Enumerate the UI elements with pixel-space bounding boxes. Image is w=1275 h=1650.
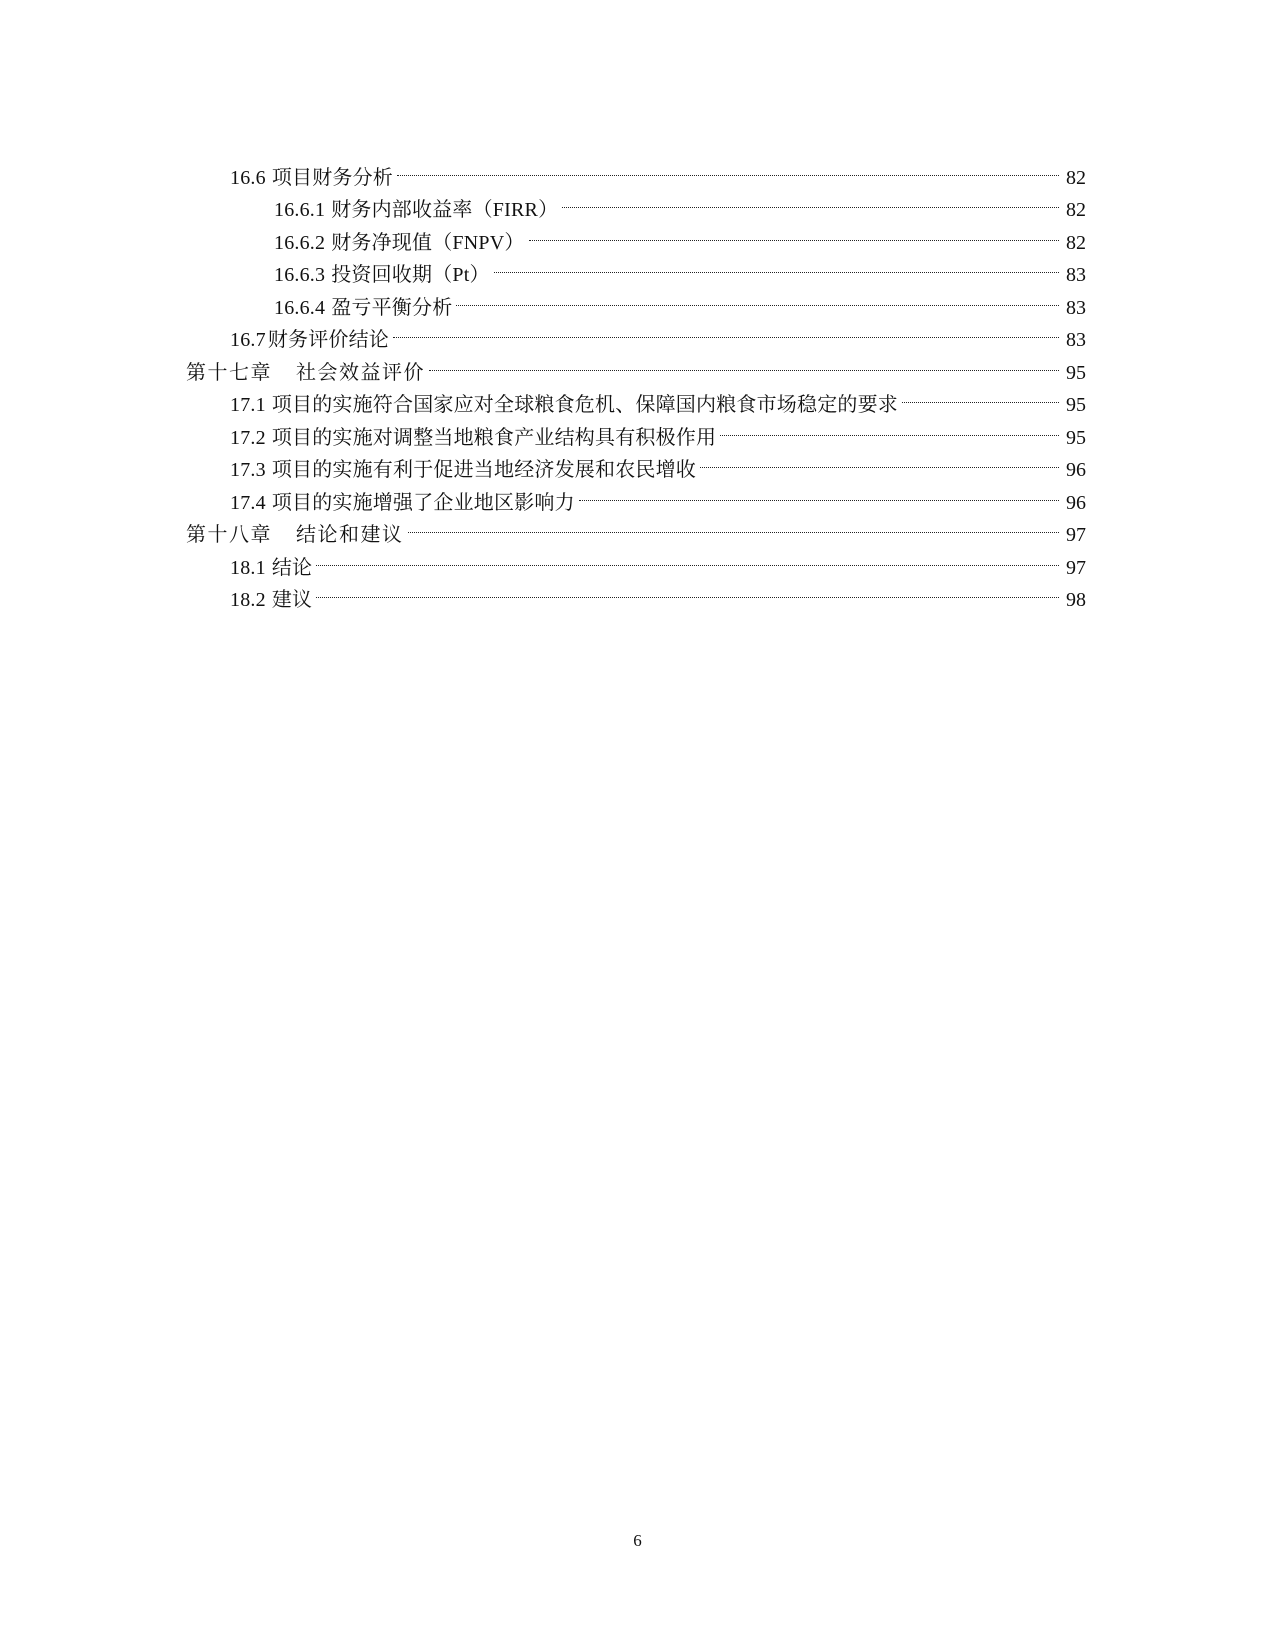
toc-entry-16-6[interactable] — [186, 151, 1086, 189]
toc-entry-page: 97 — [1066, 556, 1086, 579]
toc-entry-number: 16.7 — [230, 329, 266, 351]
toc-entry-title: 盈亏平衡分析 — [331, 296, 453, 319]
toc-entry-number: 18.2 — [230, 589, 266, 611]
toc-entry-title: 财务内部收益率（FIRR） — [331, 199, 559, 221]
toc-entry-title: 项目的实施符合国家应对全球粮食危机、保障国内粮食市场稳定的要求 — [271, 394, 899, 416]
toc-entry-number: 16.6.4 — [274, 296, 326, 319]
toc-entry-title: 财务评价结论 — [267, 329, 390, 351]
dot-leader — [529, 216, 1059, 249]
toc-entry-18-2[interactable] — [186, 574, 1086, 611]
toc-entry-number: 17.4 — [230, 491, 266, 514]
toc-entry-number: 16.6.1 — [274, 199, 326, 221]
toc-entry-title: 结论 — [271, 556, 313, 579]
toc-entry-page: 82 — [1066, 231, 1086, 254]
dot-leader — [393, 314, 1059, 347]
dot-leader — [902, 379, 1059, 412]
dot-leader — [579, 476, 1059, 509]
toc-entry-page: 82 — [1066, 166, 1086, 189]
toc-entry-page: 95 — [1066, 394, 1086, 416]
toc-entry-title: 结论和建议 — [296, 524, 404, 546]
dot-leader — [397, 151, 1059, 184]
toc-entry-title: 项目的实施有利于促进当地经济发展和农民增收 — [271, 459, 697, 481]
toc-entry-title: 项目的实施增强了企业地区影响力 — [271, 491, 575, 514]
dot-leader — [316, 541, 1059, 574]
toc-entry-number: 17.2 — [230, 426, 266, 449]
dot-leader — [316, 574, 1059, 607]
toc-entry-title: 项目的实施对调整当地粮食产业结构具有积极作用 — [271, 426, 717, 449]
toc-entry-title: 财务净现值（FNPV） — [331, 231, 525, 254]
dot-leader — [562, 184, 1059, 217]
toc-entry-page: 96 — [1066, 459, 1086, 481]
toc-entry-number: 16.6.3 — [274, 264, 326, 286]
page-number: 6 — [633, 1531, 642, 1550]
toc-entry-page: 95 — [1066, 426, 1086, 449]
toc-entry-number: 17.3 — [230, 459, 266, 481]
dot-leader — [429, 346, 1059, 379]
toc-entry-number: 17.1 — [230, 394, 266, 416]
dot-leader — [408, 509, 1060, 542]
dot-leader — [720, 411, 1059, 444]
toc-chapter-number: 第十七章 — [186, 361, 272, 384]
toc-entry-page: 83 — [1066, 329, 1086, 351]
toc-entry-page: 83 — [1066, 296, 1086, 319]
toc-entry-number: 18.1 — [230, 556, 266, 579]
toc-entry-title: 项目财务分析 — [271, 166, 394, 189]
toc-entry-page: 82 — [1066, 199, 1086, 221]
toc-entry-page: 83 — [1066, 264, 1086, 286]
dot-leader — [700, 444, 1059, 477]
toc-entry-page: 95 — [1066, 361, 1086, 384]
toc-chapter-number: 第十八章 — [186, 524, 272, 546]
toc-entry-title: 社会效益评价 — [296, 361, 425, 384]
toc-entry-page: 97 — [1066, 524, 1086, 546]
table-of-contents — [186, 151, 1086, 611]
toc-entry-title: 建议 — [271, 589, 313, 611]
toc-entry-title: 投资回收期（Pt） — [331, 264, 490, 286]
toc-entry-18-1[interactable] — [186, 541, 1086, 579]
toc-entry-number: 16.6 — [230, 166, 266, 189]
toc-entry-page: 96 — [1066, 491, 1086, 514]
dot-leader — [456, 281, 1059, 314]
dot-leader — [494, 249, 1059, 282]
toc-entry-number: 16.6.2 — [274, 231, 326, 254]
toc-entry-page: 98 — [1066, 589, 1086, 611]
